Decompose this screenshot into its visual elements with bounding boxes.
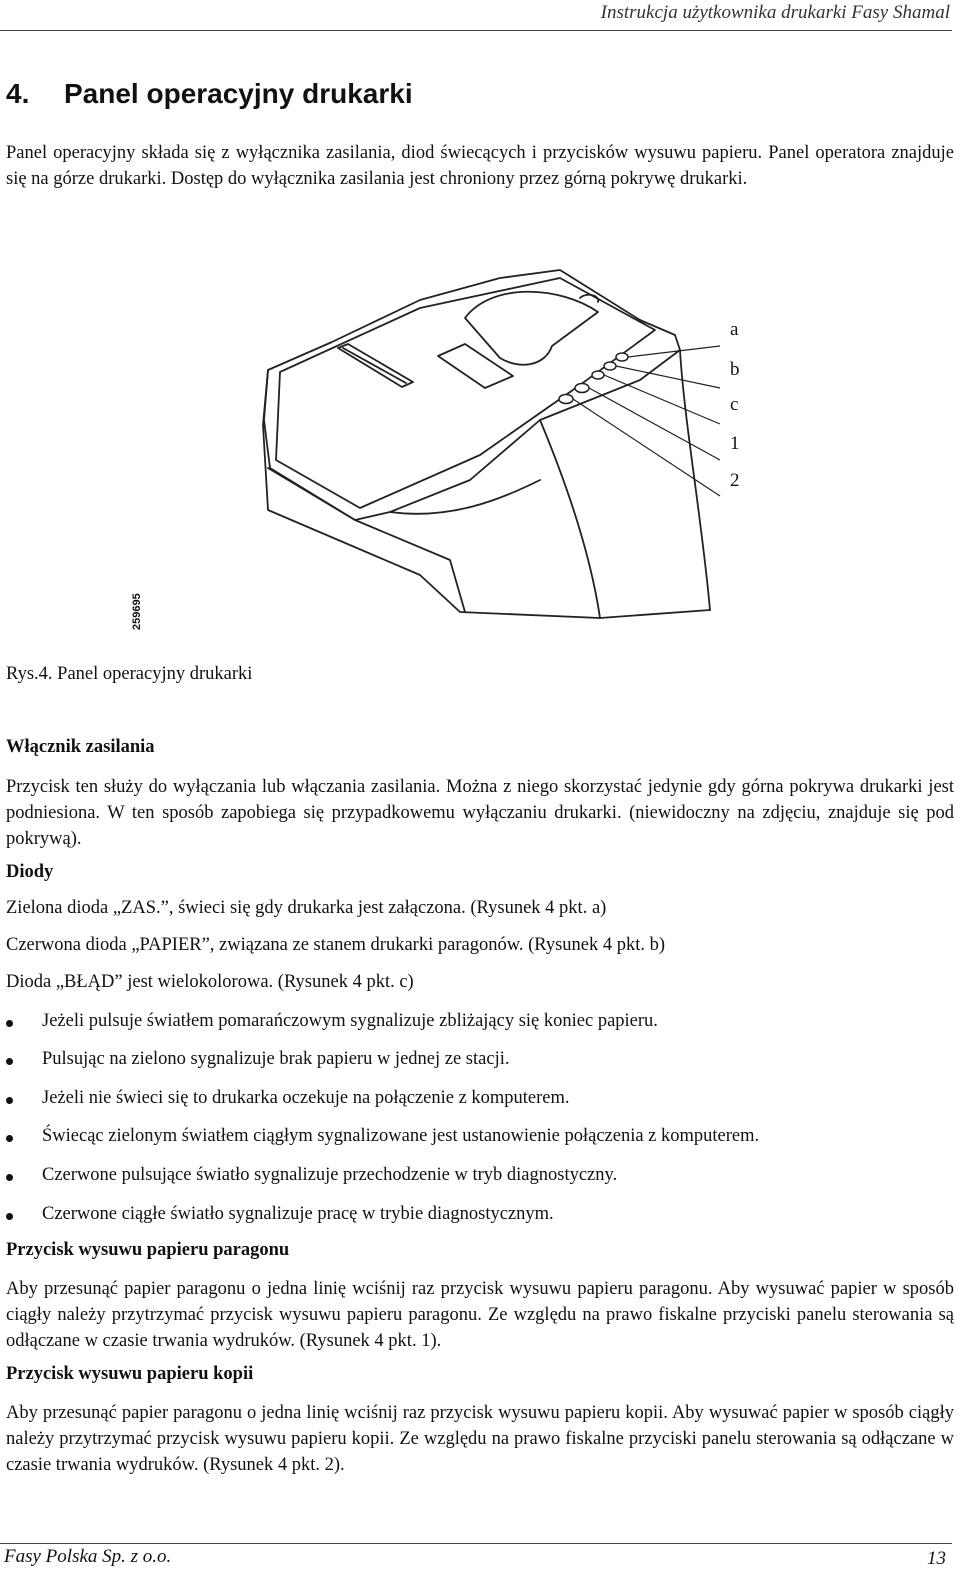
list-item-text: Jeżeli pulsuje światłem pomarańczowym sygnalizuje zbliżający się koniec papieru. bbox=[42, 1011, 658, 1031]
figure-caption: Rys.4. Panel operacyjny drukarki bbox=[6, 664, 253, 684]
page-number: 13 bbox=[927, 1548, 946, 1569]
leader-c bbox=[604, 375, 720, 424]
section-number: 4. bbox=[6, 78, 30, 109]
receipt-feed-heading: Przycisk wysuwu papieru paragonu bbox=[6, 1240, 290, 1260]
section-heading bbox=[6, 78, 413, 110]
diode-line-red: Czerwona dioda „PAPIER”, związana ze stanem drukarki paragonów. (Rysunek 4 pkt. b) bbox=[6, 935, 666, 955]
display-window bbox=[438, 344, 513, 388]
copy-feed-paragraph: Aby przesunąć papier paragonu o jedna linię wciśnij raz przycisk wysuwu papieru kopii. Aby wysuwać papier w sposób ciągły należy przytrzymać przycisk wysuwu papieru kopii. Ze względu na prawo fiskalne przyciski panelu sterowania są odłączane w czasie trwania wydruków. (Rysunek 4 pkt. 2). bbox=[6, 1403, 954, 1475]
bullet-icon bbox=[6, 1020, 13, 1027]
led-c-icon bbox=[592, 371, 604, 379]
feed-button-2-icon bbox=[559, 395, 573, 404]
list-item-text: Czerwone pulsujące światło sygnalizuje przechodzenie w tryb diagnostyczny. bbox=[42, 1165, 618, 1185]
label-2: 2 bbox=[730, 470, 740, 491]
diode-line-error: Dioda „BŁĄD” jest wielokolorowa. (Rysunek 4 pkt. c) bbox=[6, 972, 414, 992]
list-item-text: Pulsując na zielono sygnalizuje brak papieru w jednej ze stacji. bbox=[42, 1049, 510, 1069]
printer-top-cover bbox=[264, 270, 680, 520]
feed-button-1-icon bbox=[575, 384, 589, 393]
intro-paragraph: Panel operacyjny składa się z wyłącznika zasilania, diod świecących i przycisków wysuwu papieru. Panel operatora znajduje się na górze drukarki. Dostęp do wyłącznika zasilania jest chroniony przez górną pokrywę drukarki. bbox=[6, 143, 954, 189]
bullet-icon bbox=[6, 1213, 13, 1220]
copy-feed-heading: Przycisk wysuwu papieru kopii bbox=[6, 1364, 254, 1384]
label-c: c bbox=[730, 394, 739, 415]
printer-base-left bbox=[263, 370, 710, 618]
power-switch-heading: Włącznik zasilania bbox=[6, 737, 155, 757]
running-header: Instrukcja użytkownika drukarki Fasy Shamal bbox=[600, 2, 950, 23]
diode-line-green: Zielona dioda „ZAS.”, świeci się gdy drukarka jest załączona. (Rysunek 4 pkt. a) bbox=[6, 898, 607, 918]
leader-b bbox=[616, 366, 720, 388]
bullet-icon bbox=[6, 1135, 13, 1142]
paper-slot-inner bbox=[343, 348, 406, 383]
bullet-icon bbox=[6, 1097, 13, 1104]
bullet-icon bbox=[6, 1174, 13, 1181]
header-rule bbox=[0, 30, 952, 31]
list-item-text: Czerwone ciągłe światło sygnalizuje pracę w trybie diagnostycznym. bbox=[42, 1204, 554, 1224]
figure-code: 259695 bbox=[131, 593, 143, 630]
diodes-heading: Diody bbox=[6, 862, 54, 882]
bullet-icon bbox=[6, 1058, 13, 1065]
section-title: Panel operacyjny drukarki bbox=[64, 78, 413, 109]
label-a: a bbox=[730, 319, 739, 340]
power-switch-paragraph: Przycisk ten służy do wyłączania lub włączania zasilania. Można z niego skorzystać jedynie gdy górna pokrywa drukarki jest podniesiona. W ten sposób zapobiega się przypadkowemu wyłączaniu drukarki. (niewidoczny na zdjęciu, znajduje się pod pokrywą). bbox=[6, 777, 954, 849]
footer-company: Fasy Polska Sp. z o.o. bbox=[4, 1546, 172, 1567]
footer-rule bbox=[0, 1543, 952, 1544]
receipt-feed-paragraph: Aby przesunąć papier paragonu o jedna linię wciśnij raz przycisk wysuwu papieru paragonu. Aby wysuwać papier w sposób ciągły należy przytrzymać przycisk wysuwu papieru paragonu. Ze względu na prawo fiskalne przyciski panelu sterowania są odłączane w czasie trwania wydruków. (Rysunek 4 pkt. 1). bbox=[6, 1279, 954, 1351]
paper-cover-arc bbox=[465, 292, 598, 365]
label-1: 1 bbox=[730, 433, 740, 454]
leader-1 bbox=[589, 388, 720, 460]
printer-front-curve bbox=[540, 420, 600, 618]
label-b: b bbox=[730, 359, 740, 380]
led-b-icon bbox=[604, 362, 616, 370]
led-a-icon bbox=[616, 353, 628, 361]
list-item-text: Jeżeli nie świeci się to drukarka oczekuje na połączenie z komputerem. bbox=[42, 1088, 570, 1108]
printer-figure bbox=[120, 220, 800, 640]
list-item-text: Świecąc zielonym światłem ciągłym sygnalizowane jest ustanowienie połączenia z komputerem. bbox=[42, 1126, 760, 1146]
